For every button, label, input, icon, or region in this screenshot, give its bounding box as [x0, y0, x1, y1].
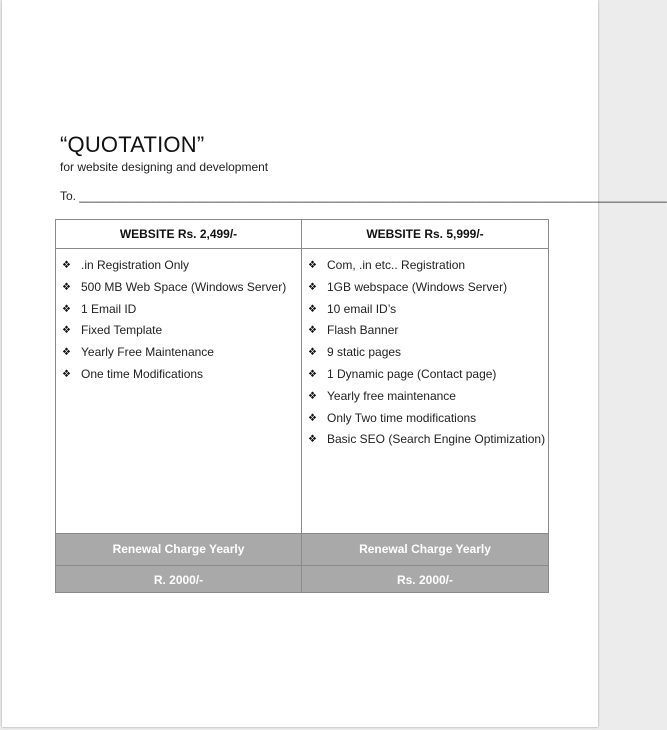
diamond-bullet-icon: ❖: [308, 347, 317, 359]
feature-text: Basic SEO (Search Engine Optimization): [327, 432, 546, 447]
diamond-bullet-icon: ❖: [308, 303, 317, 315]
diamond-bullet-icon: ❖: [308, 412, 317, 424]
feature-text: Com, .in etc.. Registration: [327, 258, 466, 272]
feature-text: 1 Dynamic page (Contact page): [327, 366, 497, 381]
diamond-bullet-icon: ❖: [62, 260, 71, 271]
feature-item: [308, 364, 548, 386]
diamond-bullet-icon: ❖: [308, 390, 317, 402]
feature-item: [62, 364, 301, 386]
feature-item: [62, 277, 301, 299]
diamond-bullet-icon: ❖: [62, 325, 71, 337]
diamond-bullet-icon: ❖: [62, 281, 71, 293]
feature-item: [62, 342, 301, 364]
feature-text: Fixed Template: [81, 323, 163, 338]
feature-item: [308, 320, 548, 342]
diamond-bullet-icon: ❖: [62, 347, 71, 359]
plan-column-advanced: [302, 220, 548, 592]
feature-text: 500 MB Web Space (Windows Server): [81, 279, 287, 294]
diamond-bullet-icon: ❖: [308, 281, 317, 293]
renewal-price: Rs. 2000/-: [302, 565, 548, 592]
feature-text: 9 static pages: [327, 345, 402, 360]
feature-list: [302, 249, 548, 533]
renewal-label: Renewal Charge Yearly: [302, 533, 548, 565]
renewal-label: Renewal Charge Yearly: [56, 533, 301, 565]
feature-item: [308, 255, 548, 277]
feature-text: .in Registration Only: [81, 258, 190, 272]
feature-text: Yearly free maintenance: [327, 388, 456, 403]
feature-item: [308, 386, 548, 408]
feature-item: [308, 408, 548, 430]
feature-list: [56, 249, 301, 533]
document-title: “QUOTATION”: [60, 132, 205, 157]
feature-text: 10 email ID’s: [327, 301, 397, 316]
feature-text: 1 Email ID: [81, 301, 137, 316]
diamond-bullet-icon: ❖: [308, 368, 317, 380]
plan-header: WEBSITE Rs. 2,499/-: [56, 220, 301, 249]
document-page: [2, 0, 667, 727]
recipient-line: To. ________________________________________________________________________________________: [60, 189, 667, 203]
document-subtitle: for website designing and development: [60, 160, 269, 174]
feature-item: [62, 320, 301, 342]
feature-text: Flash Banner: [327, 323, 399, 338]
diamond-bullet-icon: ❖: [308, 434, 317, 446]
renewal-price: R. 2000/-: [56, 565, 301, 592]
feature-item: [308, 299, 548, 321]
plan-column-basic: [56, 220, 302, 592]
diamond-bullet-icon: ❖: [308, 325, 317, 337]
diamond-bullet-icon: ❖: [62, 368, 71, 380]
feature-item: [308, 429, 548, 451]
feature-text: Yearly Free Maintenance: [81, 345, 214, 360]
feature-item: [308, 277, 548, 299]
feature-text: One time Modifications: [81, 366, 204, 381]
quotation-table: [55, 219, 549, 593]
diamond-bullet-icon: ❖: [308, 260, 317, 271]
diamond-bullet-icon: ❖: [62, 303, 71, 315]
feature-text: 1GB webspace (Windows Server): [327, 279, 508, 294]
feature-item: [308, 342, 548, 364]
plan-header: WEBSITE Rs. 5,999/-: [302, 220, 548, 249]
feature-item: [62, 299, 301, 321]
feature-item: [62, 255, 301, 277]
feature-text: Only Two time modifications: [327, 410, 477, 425]
